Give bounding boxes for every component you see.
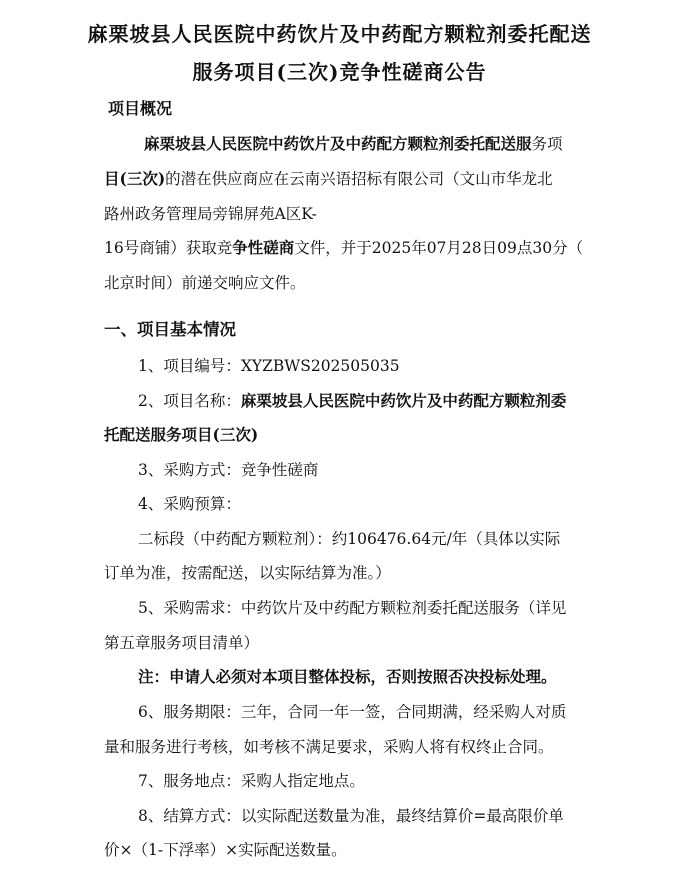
overview-line-3: 路州政务管理局旁锦屏苑A区K- (104, 205, 317, 223)
item-5-requirements: 5、采购需求：中药饮片及中药配方颗粒剂委托配送服务（详见 (138, 599, 567, 617)
document-title-line-2: 服务项目(三次)竞争性磋商公告 (192, 60, 487, 84)
item-2-project-name-cont: 托配送服务项目(三次) (104, 425, 259, 444)
overview-line-2: 目(三次)的潜在供应商应在云南兴语招标有限公司（文山市华龙北 (104, 169, 553, 188)
document-title-line-1: 麻栗坡县人民医院中药饮片及中药配方颗粒剂委托配送 (87, 22, 592, 46)
section-heading-basic-info: 一、项目基本情况 (104, 320, 236, 339)
item-1-project-number: 1、项目编号：XYZBWS202505035 (138, 357, 400, 375)
item-6-service-period: 6、服务期限：三年，合同一年一签，合同期满，经采购人对质 (138, 703, 567, 721)
budget-lot-2-line-1: 二标段（中药配方颗粒剂）：约106476.64元/年（具体以实际 (138, 530, 561, 548)
item-2-project-name: 2、项目名称：麻栗坡县人民医院中药饮片及中药配方颗粒剂委 (138, 391, 567, 410)
overview-line-1: 麻栗坡县人民医院中药饮片及中药配方颗粒剂委托配送服务项 (144, 134, 563, 153)
item-8-settlement-cont: 价×（1-下浮率）×实际配送数量。 (104, 841, 347, 859)
item-6-service-period-cont: 量和服务进行考核，如考核不满足要求，采购人将有权终止合同。 (104, 738, 554, 756)
item-5-requirements-cont: 第五章服务项目清单） (104, 634, 260, 652)
bidding-note: 注：申请人必须对本项目整体投标，否则按照否决投标处理。 (138, 667, 557, 686)
overview-line-5: 北京时间）前递交响应文件。 (104, 274, 306, 292)
item-3-procurement-method: 3、采购方式：竞争性磋商 (138, 461, 319, 479)
item-4-budget: 4、采购预算： (138, 495, 241, 513)
overview-line-4: 16号商铺）获取竞争性磋商文件，并于2025年07月28日09点30分（ (104, 238, 584, 257)
item-8-settlement: 8、结算方式：以实际配送数量为准，最终结算价=最高限价单 (138, 807, 564, 825)
section-heading-overview: 项目概况 (108, 99, 173, 118)
item-7-service-location: 7、服务地点：采购人指定地点。 (138, 772, 365, 790)
budget-lot-2-line-2: 订单为准，按需配送，以实际结算为准。） (104, 564, 391, 582)
